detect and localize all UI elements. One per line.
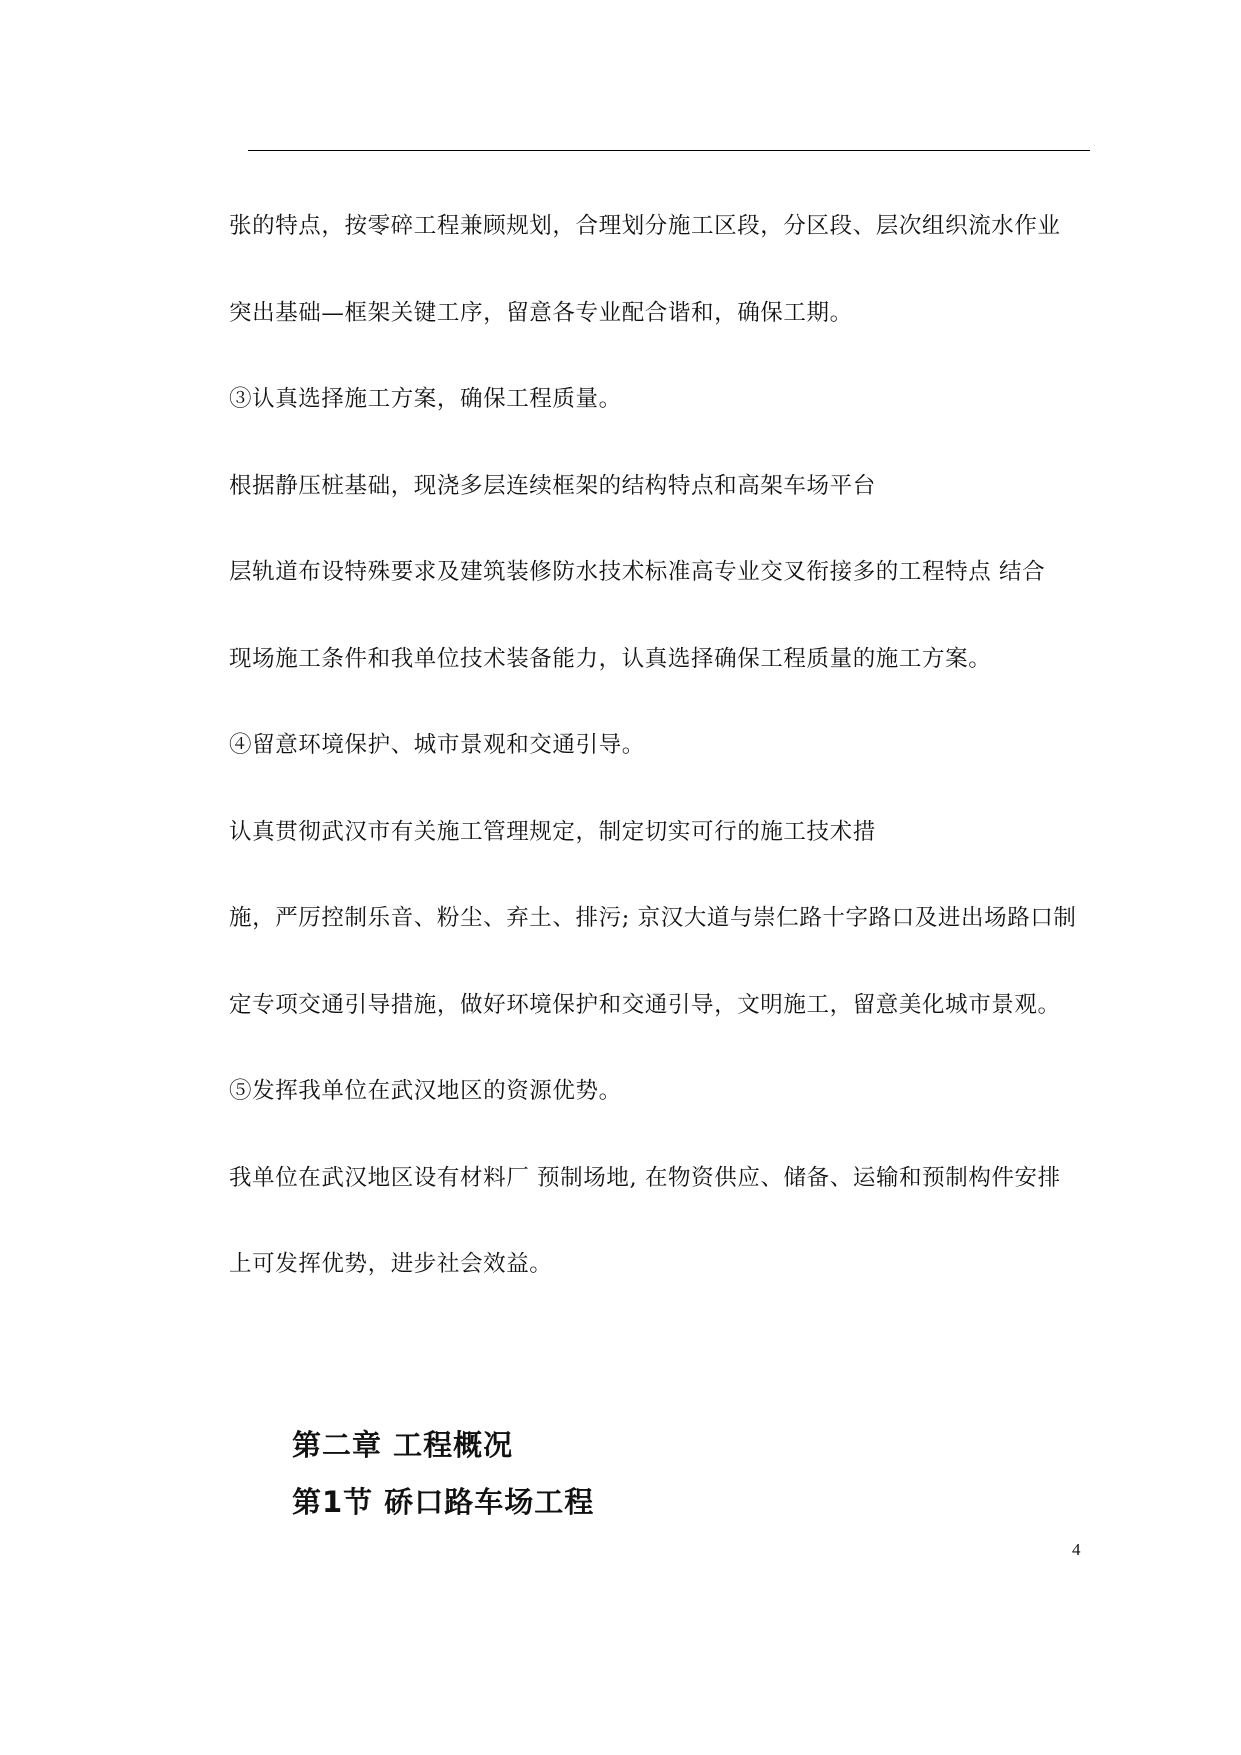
paragraph-11: ⑤发挥我单位在武汉地区的资源优势。 <box>229 1078 622 1104</box>
paragraph-7: ④留意环境保护、城市景观和交通引导。 <box>229 732 645 758</box>
section-heading: 第1节 硚口路车场工程 <box>292 1485 595 1519</box>
header-rule <box>248 150 1090 151</box>
paragraph-12: 我单位在武汉地区设有材料厂 预制场地, 在物资供应、储备、运输和预制构件安排 <box>229 1164 1061 1191</box>
page-number: 4 <box>1072 1540 1081 1559</box>
paragraph-3: ③认真选择施工方案，确保工程质量。 <box>229 386 622 412</box>
body-text <box>229 198 1129 1323</box>
paragraph-5: 层轨道布设特殊要求及建筑装修防水技术标准高专业交叉衔接多的工程特点 结合 <box>229 559 1046 585</box>
chapter-heading: 第二章 工程概况 <box>292 1428 514 1462</box>
paragraph-13: 上可发挥优势，进步社会效益。 <box>229 1251 553 1277</box>
paragraph-10: 定专项交通引导措施，做好环境保护和交通引导，文明施工，留意美化城市景观。 <box>229 991 1061 1018</box>
paragraph-2: 突出基础—框架关键工序，留意各专业配合谐和，确保工期。 <box>229 299 853 326</box>
paragraph-1: 张的特点，按零碎工程兼顾规划，合理划分施工区段，分区段、层次组织流水作业 <box>229 213 1061 239</box>
paragraph-6: 现场施工条件和我单位技术装备能力，认真选择确保工程质量的施工方案。 <box>229 645 992 672</box>
paragraph-4: 根据静压桩基础，现浇多层连续框架的结构特点和高架车场平台 <box>229 472 876 499</box>
paragraph-8: 认真贯彻武汉市有关施工管理规定，制定切实可行的施工技术措 <box>229 818 876 845</box>
paragraph-9: 施，严厉控制乐音、粉尘、弃土、排污; 京汉大道与崇仁路十字路口及进出场路口制 <box>229 905 1077 931</box>
